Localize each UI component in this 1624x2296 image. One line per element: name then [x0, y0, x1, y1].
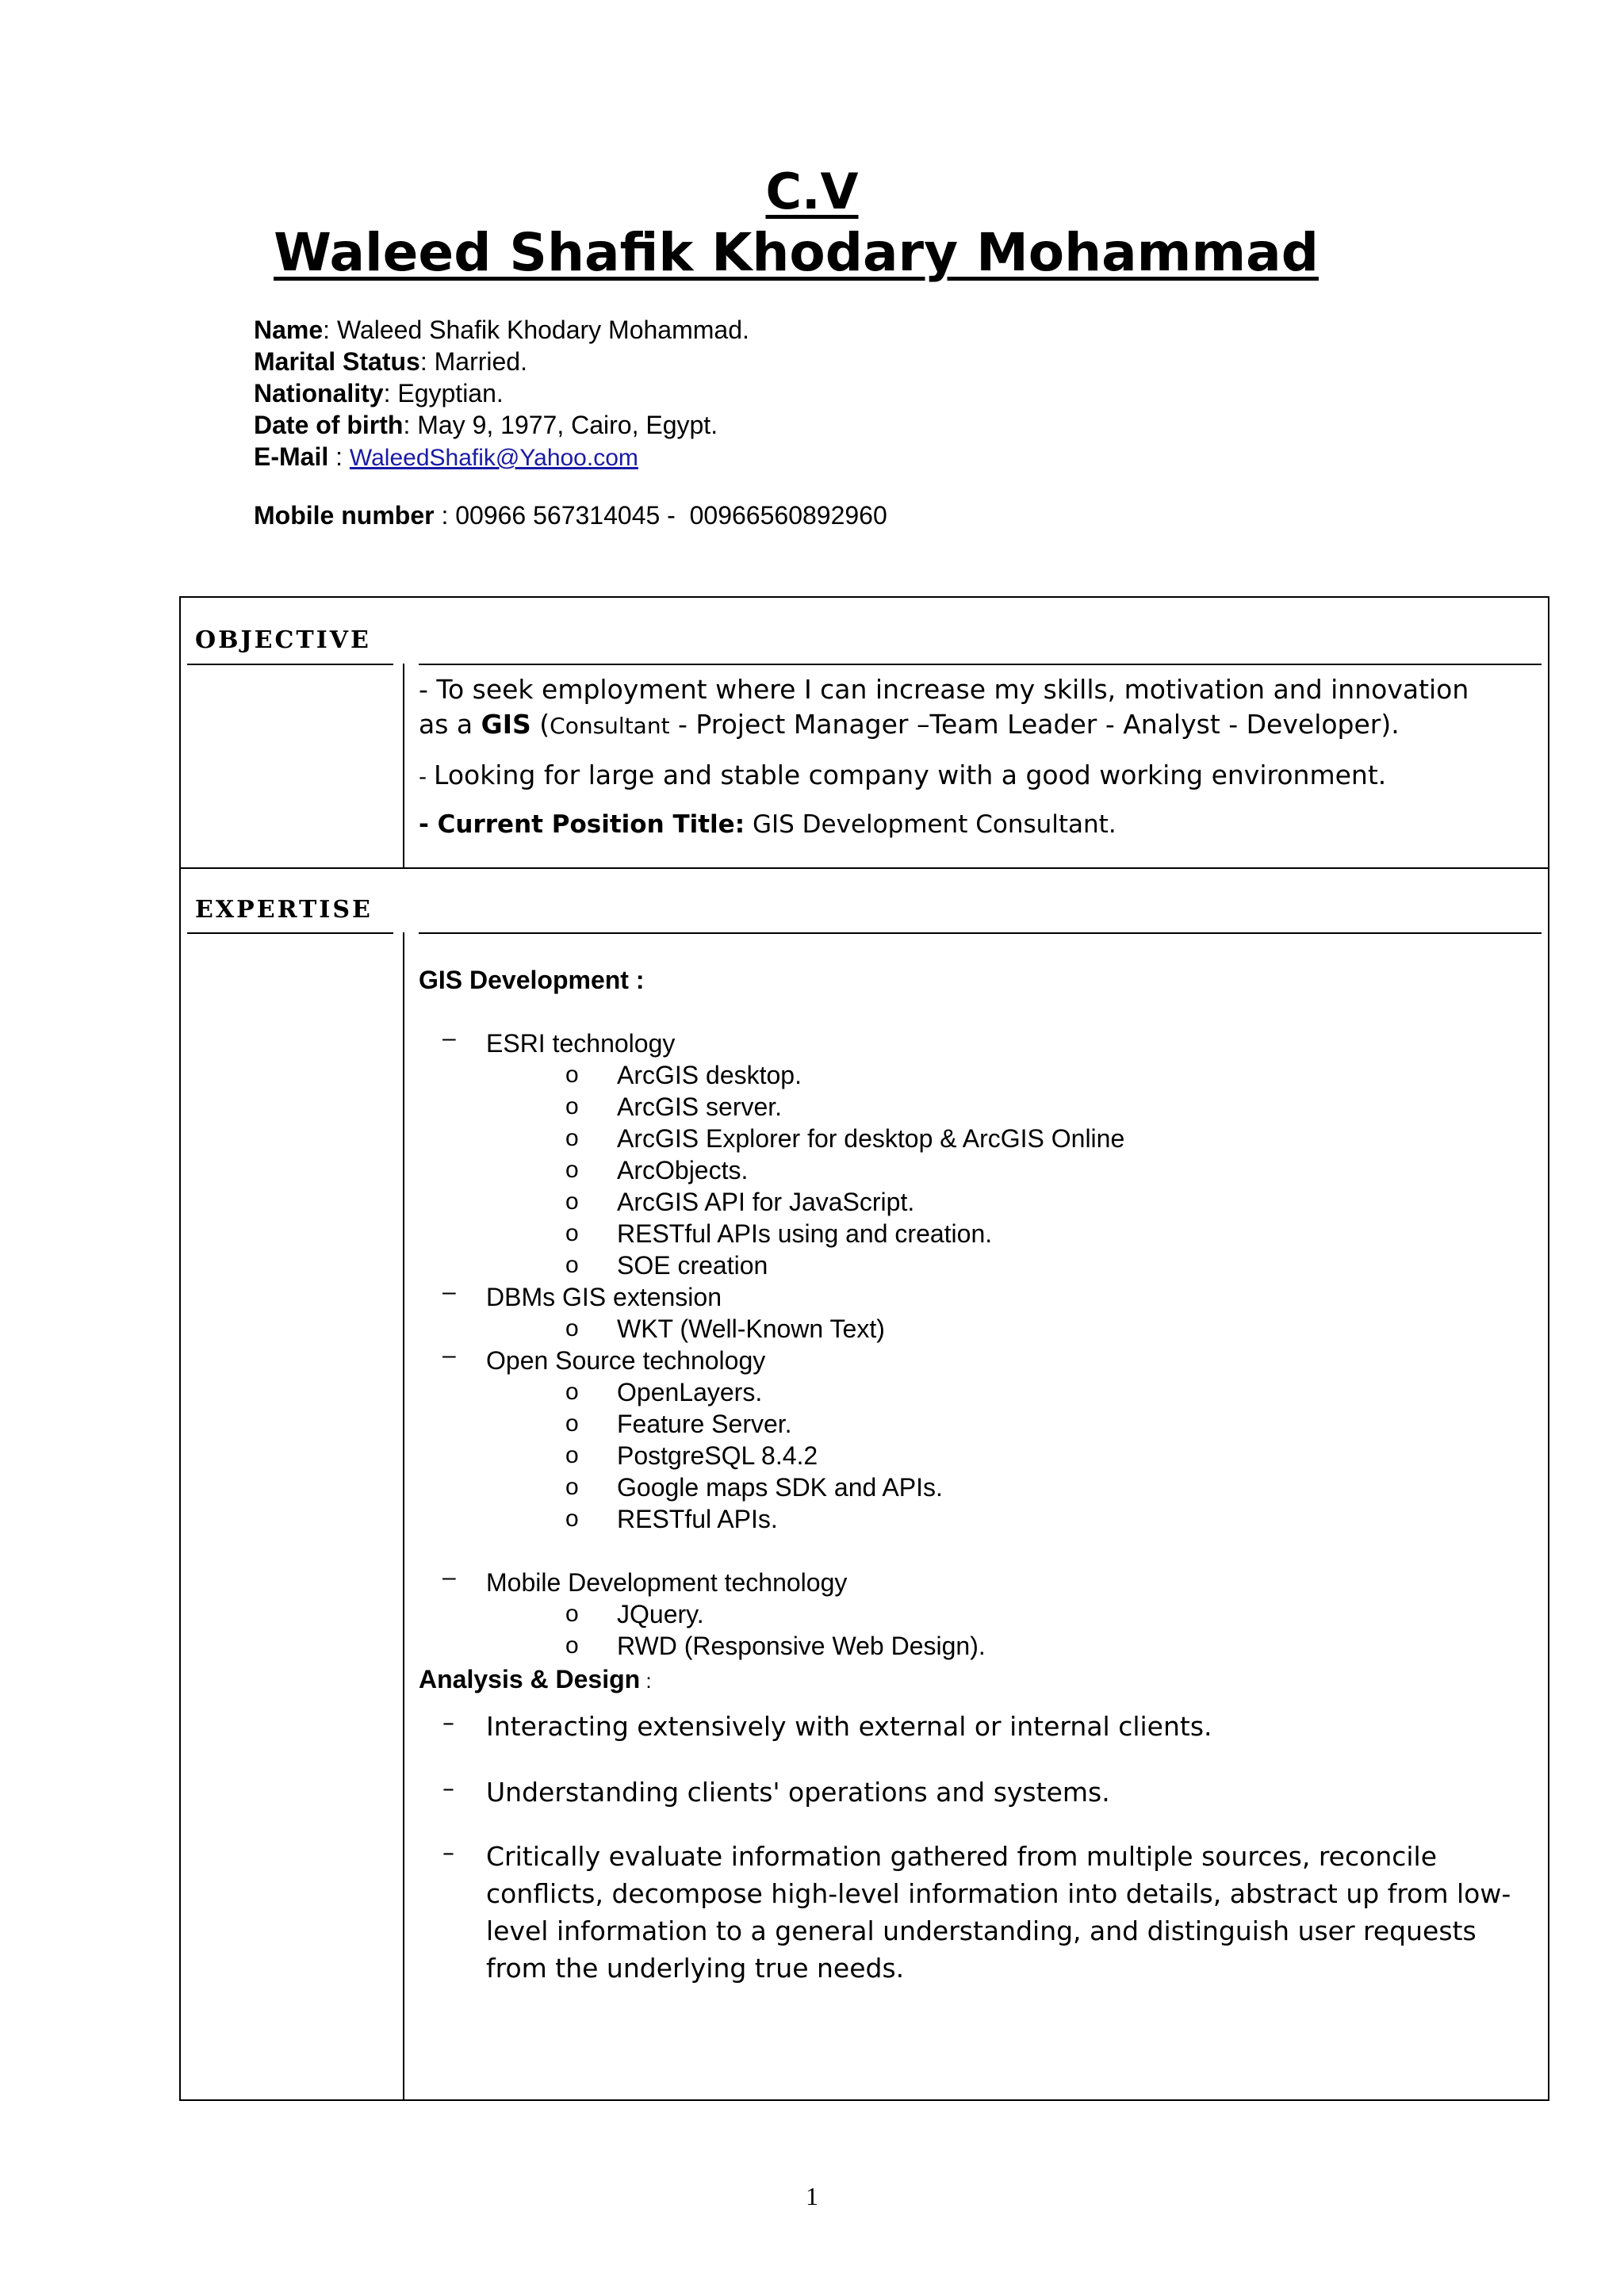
list-item: o JQuery.: [419, 1598, 1545, 1630]
list-item: o PostgreSQL 8.4.2: [419, 1440, 1545, 1471]
list-item: – Open Source technology: [419, 1345, 1545, 1376]
list-item: – ESRI technology: [419, 1027, 1545, 1059]
divider: [419, 932, 1542, 934]
name-row: Name: Waleed Shafik Khodary Mohammad.: [254, 316, 749, 344]
page-number: 1: [806, 2182, 818, 2210]
list-item: o ArcGIS desktop.: [419, 1059, 1545, 1091]
list-item: o Google maps SDK and APIs.: [419, 1471, 1545, 1503]
personal-info: [254, 314, 749, 474]
list-item: o OpenLayers.: [419, 1376, 1545, 1408]
divider: [403, 664, 404, 867]
list-item: o RWD (Responsive Web Design).: [419, 1630, 1545, 1662]
list-item: – DBMs GIS extension: [419, 1281, 1545, 1313]
nationality-row: Nationality: Egyptian.: [254, 379, 504, 408]
expertise-label: EXPERTISE: [195, 896, 373, 924]
objective-line: as a GIS (Consultant - Project Manager –Team Leader - Analyst - Developer).: [419, 709, 1400, 740]
list-item: o ArcObjects.: [419, 1154, 1545, 1186]
dob-row: Date of birth: May 9, 1977, Cairo, Egypt.: [254, 411, 718, 439]
gis-heading: GIS Development :: [419, 966, 645, 994]
list-item: – Interacting extensively with external or internal clients.: [419, 1708, 1545, 1745]
cv-title: C.V: [765, 163, 859, 220]
divider: [419, 664, 1542, 665]
current-position: - Current Position Title: GIS Development Consultant.: [419, 810, 1116, 839]
objective-label: OBJECTIVE: [195, 626, 371, 654]
analysis-heading: Analysis & Design :: [419, 1665, 652, 1693]
name-title: Waleed Shafik Khodary Mohammad: [274, 222, 1319, 283]
objective-content: [419, 672, 1545, 842]
divider: [187, 664, 393, 665]
objective-line: - To seek employment where I can increase my skills, motivation and innovation: [419, 674, 1469, 705]
list-item: o ArcGIS Explorer for desktop & ArcGIS Online: [419, 1123, 1545, 1154]
list-item: o SOE creation: [419, 1249, 1545, 1281]
divider: [187, 932, 393, 934]
marital-row: Marital Status: Married.: [254, 347, 527, 376]
list-item: – Understanding clients' operations and systems.: [419, 1774, 1545, 1811]
divider: [403, 932, 404, 2101]
objective-line: - Looking for large and stable company with a good working environment.: [419, 760, 1387, 790]
list-item: o RESTful APIs using and creation.: [419, 1218, 1545, 1249]
list-item: – Critically evaluate information gathered from multiple sources, reconcile conflicts, decompose high-level information into details, abstract up from low-level information to a general understanding, and distinguish user requests from the underlying true needs.: [419, 1838, 1529, 1987]
list-item: o RESTful APIs.: [419, 1503, 1545, 1535]
list-item: o Feature Server.: [419, 1408, 1545, 1440]
list-item: o ArcGIS API for JavaScript.: [419, 1186, 1545, 1218]
email-link[interactable]: WaleedShafik@Yahoo.com: [349, 445, 638, 471]
list-item: o WKT (Well-Known Text): [419, 1313, 1545, 1345]
email-row: E-Mail : WaleedShafik@Yahoo.com: [254, 442, 638, 471]
expertise-content: [419, 964, 1545, 1987]
list-item: o ArcGIS server.: [419, 1091, 1545, 1123]
mobile-row: Mobile number : 00966 567314045 - 00966560892960: [254, 501, 887, 530]
divider: [179, 867, 1549, 869]
list-item: – Mobile Development technology: [419, 1567, 1545, 1598]
